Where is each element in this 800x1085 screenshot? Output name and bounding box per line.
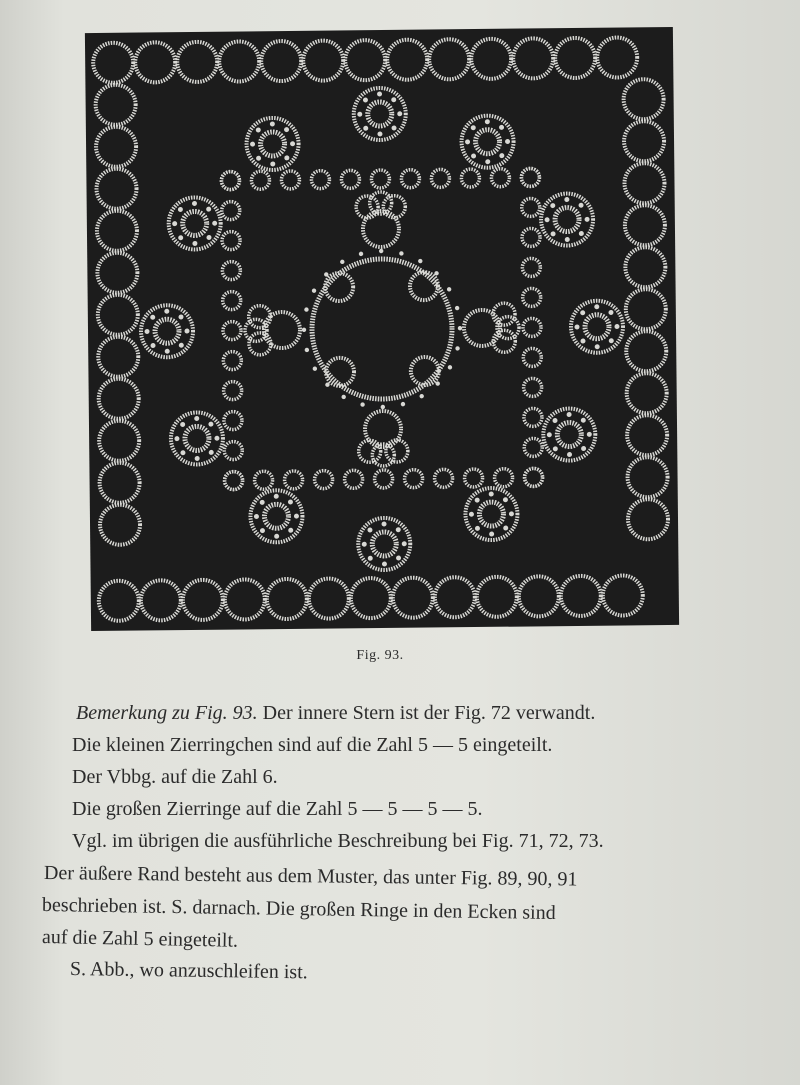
border-loop xyxy=(429,39,469,79)
lace-picot xyxy=(178,314,183,319)
border-loop xyxy=(100,505,140,545)
text-line-4: Die großen Zierringe auf die Zahl 5 — 5 — 5 — 5. xyxy=(72,798,483,820)
lace-picot xyxy=(509,511,514,516)
lace-picot xyxy=(391,97,396,102)
border-loop xyxy=(435,577,475,617)
lace-picot xyxy=(595,344,600,349)
lace-picot xyxy=(209,450,214,455)
small-ring xyxy=(404,470,422,488)
lace-picot xyxy=(368,556,373,561)
border-loop xyxy=(626,331,666,371)
lace-picot xyxy=(312,288,316,292)
small-ring xyxy=(344,470,362,488)
lace-picot xyxy=(256,127,261,132)
lace-picot xyxy=(553,446,558,451)
lace-picot xyxy=(288,499,293,504)
lace-picot xyxy=(250,142,255,147)
lace-picot xyxy=(550,203,555,208)
lace-picot xyxy=(489,492,494,497)
border-loop xyxy=(267,579,307,619)
lace-picot xyxy=(150,343,155,348)
lace-picot xyxy=(256,156,261,161)
small-ring xyxy=(461,169,479,187)
star-leaf xyxy=(497,317,519,339)
small-ring xyxy=(524,438,542,456)
lace-picot xyxy=(382,521,387,526)
star-leaf xyxy=(245,319,267,341)
remark-heading: Bemerkung zu Fig. 93. xyxy=(76,702,258,724)
lace-picot xyxy=(396,527,401,532)
border-loop xyxy=(99,379,139,419)
small-ring xyxy=(524,378,542,396)
small-ring xyxy=(224,381,242,399)
border-loop xyxy=(624,121,664,161)
tatting-lace-illustration xyxy=(85,27,679,631)
lace-picot xyxy=(505,139,510,144)
small-ring xyxy=(314,471,332,489)
border-loop xyxy=(624,163,664,203)
small-ring xyxy=(341,170,359,188)
lace-picot xyxy=(567,452,572,457)
text-line-8: auf die Zahl 5 eingeteilt. xyxy=(41,926,239,952)
border-loop xyxy=(261,41,301,81)
small-ring xyxy=(221,171,239,189)
small-ring xyxy=(224,411,242,429)
border-loop xyxy=(628,499,668,539)
small-ring xyxy=(254,471,272,489)
lace-picot xyxy=(195,456,200,461)
lace-picot xyxy=(499,153,504,158)
text-line-3: Der Vbbg. auf die Zahl 6. xyxy=(72,766,278,788)
lace-picot xyxy=(178,235,183,240)
lace-picot xyxy=(313,366,317,370)
small-ring xyxy=(224,471,242,489)
rosette-center xyxy=(264,504,288,528)
lace-picot xyxy=(565,237,570,242)
lace-picot xyxy=(392,125,397,130)
small-ring xyxy=(522,228,540,246)
lace-picot xyxy=(360,402,364,406)
rosette-center xyxy=(555,207,579,231)
small-ring xyxy=(523,348,541,366)
lace-picot xyxy=(594,304,599,309)
small-ring xyxy=(281,171,299,189)
lace-picot xyxy=(254,514,259,519)
star-inner-loop xyxy=(410,272,438,300)
lace-picot xyxy=(379,249,383,253)
lace-picot xyxy=(274,534,279,539)
rosette-center xyxy=(185,426,209,450)
rosette-center xyxy=(372,532,396,556)
lace-picot xyxy=(485,159,490,164)
lace-picot xyxy=(363,126,368,131)
lace-picot xyxy=(172,221,177,226)
small-ring xyxy=(284,471,302,489)
border-loop xyxy=(96,127,136,167)
lace-picot xyxy=(448,365,452,369)
lace-picot xyxy=(579,203,584,208)
lace-picot xyxy=(499,125,504,130)
lace-picot xyxy=(471,125,476,130)
lace-picot xyxy=(503,497,508,502)
lace-picot xyxy=(475,526,480,531)
border-loop xyxy=(93,43,133,83)
border-loop xyxy=(555,38,595,78)
text-line-2: Die kleinen Zierringchen sind auf die Zahl 5 — 5 eingeteilt. xyxy=(72,734,553,756)
border-loop xyxy=(96,169,136,209)
lace-picot xyxy=(192,241,197,246)
border-loop xyxy=(623,79,663,119)
lace-picot xyxy=(174,436,179,441)
border-loop xyxy=(141,580,181,620)
small-ring xyxy=(223,351,241,369)
lace-picot xyxy=(475,498,480,503)
border-loop xyxy=(99,463,139,503)
lace-picot xyxy=(485,119,490,124)
lace-picot xyxy=(469,512,474,517)
lace-figure-image xyxy=(85,27,679,631)
small-ring xyxy=(223,321,241,339)
lace-picot xyxy=(574,324,579,329)
star-leaf xyxy=(493,330,515,352)
lace-picot xyxy=(396,555,401,560)
lace-picot xyxy=(367,527,372,532)
lace-picot xyxy=(288,528,293,533)
small-ring xyxy=(222,201,240,219)
lace-picot xyxy=(455,306,459,310)
lace-picot xyxy=(304,307,308,311)
border-loop xyxy=(627,415,667,455)
small-ring xyxy=(311,171,329,189)
lace-picot xyxy=(608,310,613,315)
lace-picot xyxy=(402,541,407,546)
small-ring xyxy=(224,441,242,459)
lace-picot xyxy=(455,346,459,350)
rosette-center xyxy=(585,315,609,339)
small-ring xyxy=(521,168,539,186)
border-loop xyxy=(95,85,135,125)
lace-picot xyxy=(214,436,219,441)
border-loop xyxy=(219,41,259,81)
star-inner-loop xyxy=(325,273,353,301)
lace-picot xyxy=(290,141,295,146)
star-inner-loop xyxy=(326,358,354,386)
small-ring xyxy=(401,170,419,188)
lace-picot xyxy=(302,328,306,332)
lace-picot xyxy=(270,161,275,166)
border-loop xyxy=(345,40,385,80)
border-loop xyxy=(603,575,643,615)
lace-picot xyxy=(581,418,586,423)
lace-picot xyxy=(377,91,382,96)
small-ring xyxy=(371,170,389,188)
body-text xyxy=(41,697,760,985)
lace-picot xyxy=(284,155,289,160)
lace-picot xyxy=(447,287,451,291)
lace-picot xyxy=(260,500,265,505)
rosette-center xyxy=(260,132,284,156)
small-ring xyxy=(523,288,541,306)
text-line-1 xyxy=(76,697,766,729)
border-loop xyxy=(183,580,223,620)
lace-picot xyxy=(397,111,402,116)
star-leaf xyxy=(249,333,271,355)
border-loop xyxy=(477,577,517,617)
lace-picot xyxy=(206,235,211,240)
lace-picot xyxy=(419,394,423,398)
lace-picot xyxy=(458,326,462,330)
rosette-center xyxy=(557,422,581,446)
lace-picot xyxy=(377,131,382,136)
lace-picot xyxy=(564,197,569,202)
lace-picot xyxy=(178,207,183,212)
lace-picot xyxy=(382,561,387,566)
lace-picot xyxy=(580,339,585,344)
small-ring xyxy=(524,408,542,426)
lace-picot xyxy=(144,329,149,334)
lace-picot xyxy=(206,207,211,212)
text-line-7: beschrieben ist. S. darnach. Die großen Ringe in den Ecken sind xyxy=(41,894,556,925)
figure-caption: Fig. 93. xyxy=(356,648,404,663)
lace-picot xyxy=(357,112,362,117)
lace-picot xyxy=(580,310,585,315)
border-loop xyxy=(561,576,601,616)
border-loop xyxy=(597,37,637,77)
lace-picot xyxy=(489,532,494,537)
border-loop xyxy=(471,39,511,79)
border-loop xyxy=(627,457,667,497)
rosette-center xyxy=(479,502,503,526)
lace-picot xyxy=(363,97,368,102)
lace-picot xyxy=(179,343,184,348)
lace-picot xyxy=(284,127,289,132)
lace-picot xyxy=(418,259,422,263)
lace-picot xyxy=(362,542,367,547)
small-ring xyxy=(522,258,540,276)
small-ring xyxy=(522,198,540,216)
border-loop xyxy=(225,579,265,619)
lace-picot xyxy=(184,329,189,334)
lace-picot xyxy=(270,121,275,126)
lace-picot xyxy=(609,338,614,343)
border-loop xyxy=(626,373,666,413)
border-loop xyxy=(177,42,217,82)
lace-picot xyxy=(545,217,550,222)
small-ring xyxy=(374,470,392,488)
star-inner-loop xyxy=(411,357,439,385)
lace-picot xyxy=(274,494,279,499)
lace-picot xyxy=(551,231,556,236)
small-ring xyxy=(494,469,512,487)
text-line-6: Der äußere Rand besteht aus dem Muster, das unter Fig. 89, 90, 91 xyxy=(43,862,578,891)
text-line-1-rest: Der innere Stern ist der Fig. 72 verwandt. xyxy=(257,702,596,724)
small-ring xyxy=(251,171,269,189)
lace-picot xyxy=(294,514,299,519)
border-loop xyxy=(99,581,139,621)
lace-picot xyxy=(212,221,217,226)
lace-picot xyxy=(194,416,199,421)
border-loop xyxy=(309,578,349,618)
border-loop xyxy=(625,205,665,245)
lace-picot xyxy=(180,422,185,427)
border-loop xyxy=(625,247,665,287)
lace-picot xyxy=(567,412,572,417)
border-loop xyxy=(513,38,553,78)
lace-picot xyxy=(552,418,557,423)
star-leaf xyxy=(493,303,515,325)
lace-picot xyxy=(180,450,185,455)
lace-picot xyxy=(614,324,619,329)
small-ring xyxy=(434,469,452,487)
border-loop xyxy=(98,295,138,335)
small-ring xyxy=(523,318,541,336)
rosette-center xyxy=(183,211,207,235)
border-loop xyxy=(351,578,391,618)
lace-picot xyxy=(579,231,584,236)
lace-picot xyxy=(399,251,403,255)
border-loop xyxy=(387,40,427,80)
star-petal xyxy=(363,211,399,247)
lace-picot xyxy=(305,348,309,352)
lace-picot xyxy=(340,260,344,264)
rosette-center xyxy=(475,130,499,154)
border-loop xyxy=(135,42,175,82)
lace-picot xyxy=(503,526,508,531)
lace-picot xyxy=(359,252,363,256)
border-loop xyxy=(393,577,433,617)
lace-picot xyxy=(341,395,345,399)
lace-picot xyxy=(465,139,470,144)
small-ring xyxy=(431,169,449,187)
star-leaf xyxy=(249,306,271,328)
text-line-5: Vgl. im übrigen die ausführliche Beschreibung bei Fig. 71, 72, 73. xyxy=(72,830,604,852)
border-loop xyxy=(303,40,343,80)
lace-picot xyxy=(150,315,155,320)
border-loop xyxy=(626,289,666,329)
rosette-center xyxy=(368,102,392,126)
lace-picot xyxy=(208,422,213,427)
inner-star-ring xyxy=(311,258,452,399)
border-loop xyxy=(98,337,138,377)
rosette-center xyxy=(155,319,179,343)
lace-picot xyxy=(260,528,265,533)
border-loop xyxy=(97,253,137,293)
lace-picot xyxy=(581,446,586,451)
lace-picot xyxy=(165,349,170,354)
small-ring xyxy=(222,261,240,279)
lace-picot xyxy=(471,153,476,158)
small-ring xyxy=(491,169,509,187)
lace-picot xyxy=(164,309,169,314)
lace-picot xyxy=(585,217,590,222)
lace-picot xyxy=(401,402,405,406)
border-loop xyxy=(519,576,559,616)
border-loop xyxy=(97,211,137,251)
lace-picot xyxy=(192,201,197,206)
small-ring xyxy=(464,469,482,487)
lace-picot xyxy=(587,432,592,437)
small-ring xyxy=(223,291,241,309)
small-ring xyxy=(222,231,240,249)
text-line-9: S. Abb., wo anzuschleifen ist. xyxy=(69,958,308,984)
small-ring xyxy=(524,468,542,486)
border-loop xyxy=(99,421,139,461)
lace-picot xyxy=(547,432,552,437)
lace-picot xyxy=(381,405,385,409)
